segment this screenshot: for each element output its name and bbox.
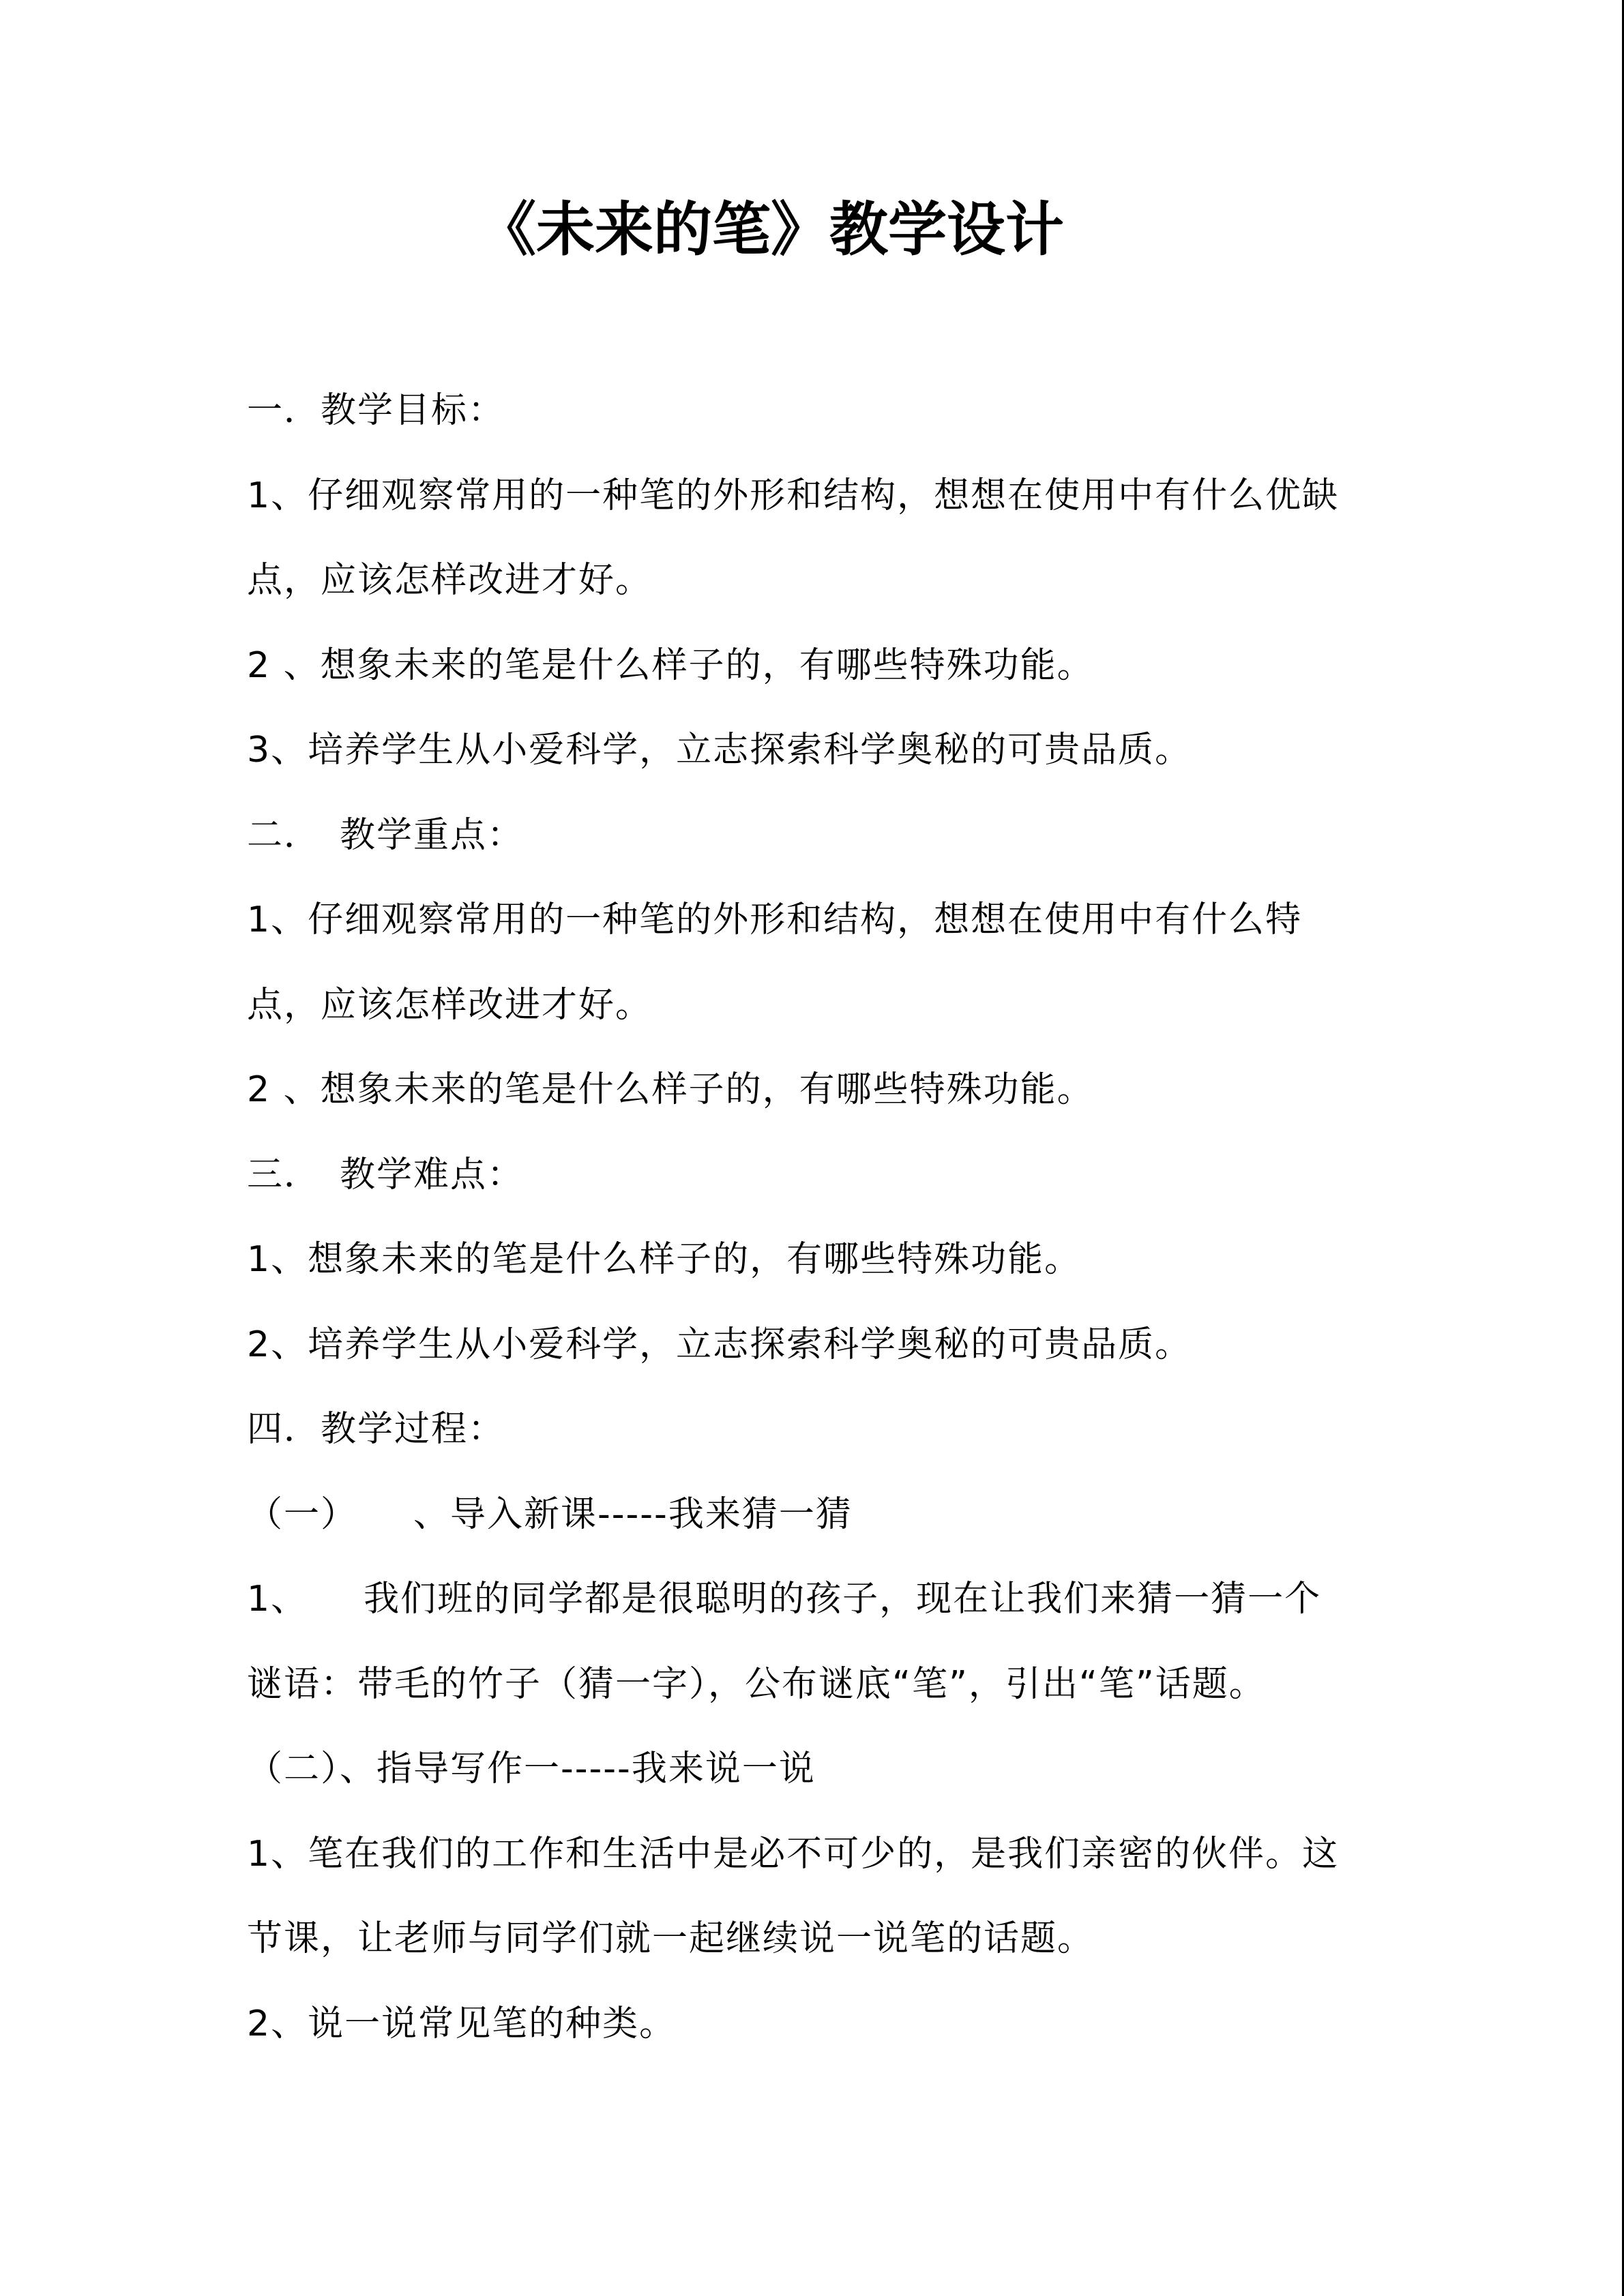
text-line: 1、仔细观察常用的一种笔的外形和结构，想想在使用中有什么优缺: [247, 475, 1340, 516]
text-line: 谜语：带毛的竹子（猜一字），公布谜底“笔”，引出“笔”话题。: [247, 1663, 1266, 1705]
text-line: 1、想象未来的笔是什么样子的，有哪些特殊功能。: [247, 1239, 1082, 1280]
subsection-heading: （二）、指导写作一-----我来说一说: [247, 1748, 816, 1789]
text-line: 点，应该怎样改进才好。: [247, 984, 653, 1026]
document-body: [247, 368, 1406, 2066]
text-line: 2 、想象未来的笔是什么样子的，有哪些特殊功能。: [247, 1069, 1094, 1110]
text-line: 节课，让老师与同学们就一起继续说一说笔的话题。: [247, 1918, 1095, 1959]
section-heading-key-points: 二． 教学重点：: [247, 814, 525, 856]
document-title: 《未来的笔》教学设计: [477, 196, 1064, 264]
subsection-heading: （一） 、导入新课-----我来猜一猜: [247, 1493, 853, 1535]
text-line: 3、培养学生从小爱科学，立志探索科学奥秘的可贵品质。: [247, 730, 1192, 771]
text-line: 1、仔细观察常用的一种笔的外形和结构，想想在使用中有什么特: [247, 899, 1303, 940]
section-heading-objectives: 一．教学目标：: [247, 390, 505, 431]
text-line: 2、培养学生从小爱科学，立志探索科学奥秘的可贵品质。: [247, 1324, 1192, 1365]
section-heading-process: 四．教学过程：: [247, 1409, 505, 1450]
text-line: 2、说一说常见笔的种类。: [247, 2003, 677, 2044]
text-line: 2 、想象未来的笔是什么样子的，有哪些特殊功能。: [247, 644, 1094, 686]
section-heading-difficulties: 三． 教学难点：: [247, 1154, 525, 1195]
text-line: 1、 我们班的同学都是很聪明的孩子，现在让我们来猜一猜一个: [247, 1579, 1322, 1620]
text-line: 点，应该怎样改进才好。: [247, 560, 653, 601]
text-line: 1、笔在我们的工作和生活中是必不可少的，是我们亲密的伙伴。这: [247, 1833, 1340, 1875]
